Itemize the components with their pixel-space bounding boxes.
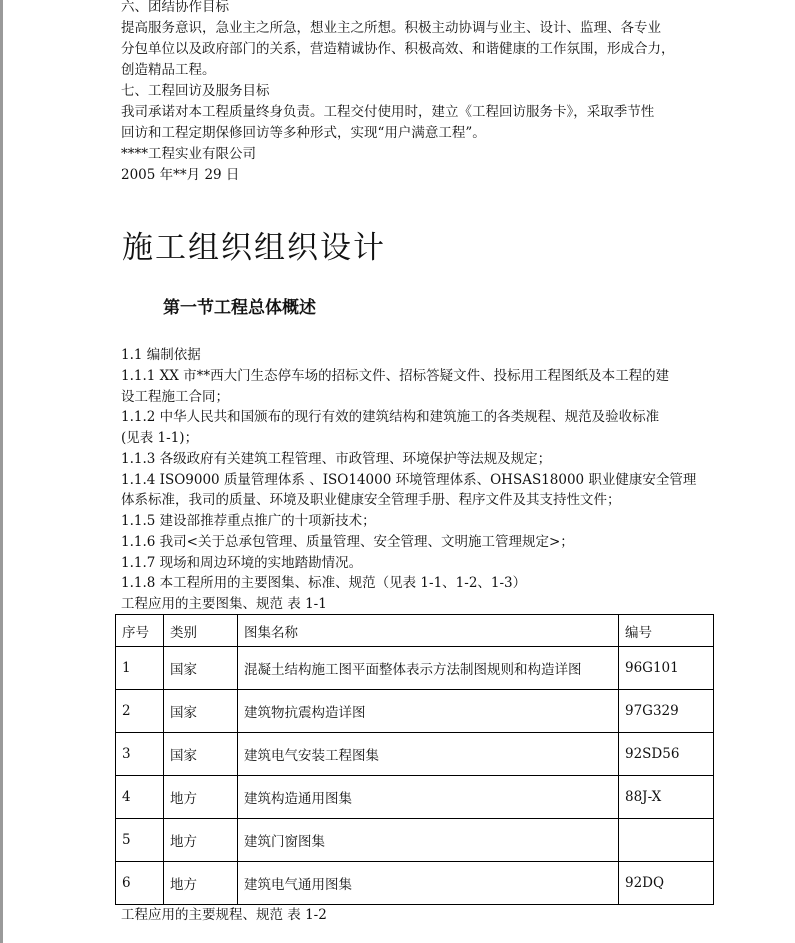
table-row <box>116 647 714 690</box>
basis-item-line: (见表 1-1)； <box>121 430 199 446</box>
basis-item-line: 1.1.2 中华人民共和国颁布的现行有效的建筑结构和建筑施工的各类规程、规范及验收标准 <box>121 409 660 425</box>
cell-code: 92DQ <box>619 862 714 905</box>
cell-category: 国家 <box>164 647 238 690</box>
table-row <box>116 862 714 905</box>
cell-no: 4 <box>116 776 164 819</box>
basis-item-line: 1.1.7 现场和周边环境的实地踏勘情况。 <box>121 555 363 571</box>
document-title: 施工组织组织设计 <box>122 230 386 266</box>
cell-atlas-name: 混凝土结构施工图平面整体表示方法制图规则和构造详图 <box>238 647 619 690</box>
header-cell-category: 类别 <box>164 615 238 647</box>
table1-caption: 工程应用的主要图集、规范 表 1-1 <box>121 596 327 612</box>
basis-item-line: 1.1.8 本工程所用的主要图集、标准、规范（见表 1-1、1-2、1-3） <box>121 575 527 591</box>
cell-code <box>619 819 714 862</box>
cell-atlas-name: 建筑电气安装工程图集 <box>238 733 619 776</box>
cell-atlas-name: 建筑物抗震构造详图 <box>238 690 619 733</box>
cell-code: 97G329 <box>619 690 714 733</box>
section7-body-line: 回访和工程定期保修回访等多种形式，实现“用户满意工程”。 <box>121 125 486 141</box>
cell-no: 5 <box>116 819 164 862</box>
section6-body-line: 提高服务意识，急业主之所急，想业主之所想。积极主动协调与业主、设计、监理、各专业 <box>121 20 661 36</box>
table-row <box>116 776 714 819</box>
section7-body-line: 我司承诺对本工程质量终身负责。工程交付使用时，建立《工程回访服务卡》，采取季节性 <box>121 104 655 120</box>
company-signature: ****工程实业有限公司 <box>121 146 256 162</box>
cell-code: 96G101 <box>619 647 714 690</box>
cell-no: 1 <box>116 647 164 690</box>
basis-item-line: 1.1.6 我司<关于总承包管理、质量管理、安全管理、文明施工管理规定>； <box>121 534 574 550</box>
cell-category: 国家 <box>164 733 238 776</box>
cell-atlas-name: 建筑构造通用图集 <box>238 776 619 819</box>
basis-item-line: 1.1.5 建设部推荐重点推广的十项新技术； <box>121 513 376 529</box>
standards-table <box>115 614 714 905</box>
section6-heading: 六、团结协作目标 <box>121 0 229 15</box>
section7-heading: 七、工程回访及服务目标 <box>121 83 270 99</box>
cell-no: 3 <box>116 733 164 776</box>
header-cell-atlas-name: 图集名称 <box>238 615 619 647</box>
cell-code: 88J-X <box>619 776 714 819</box>
cell-no: 6 <box>116 862 164 905</box>
cell-category: 地方 <box>164 819 238 862</box>
page-left-edge <box>0 0 3 943</box>
cell-atlas-name: 建筑电气通用图集 <box>238 862 619 905</box>
table-row <box>116 733 714 776</box>
table-row <box>116 690 714 733</box>
cell-category: 国家 <box>164 690 238 733</box>
section6-body-line: 创造精品工程。 <box>121 62 216 78</box>
table-header-row <box>116 615 714 647</box>
table2-caption: 工程应用的主要规程、规范 表 1-2 <box>121 907 327 923</box>
signature-date: 2005 年**月 29 日 <box>121 167 240 183</box>
cell-no: 2 <box>116 690 164 733</box>
basis-item-line: 1.1.1 XX 市**西大门生态停车场的招标文件、招标答疑文件、投标用工程图纸及本工程的建 <box>121 368 670 384</box>
cell-category: 地方 <box>164 862 238 905</box>
header-cell-no: 序号 <box>116 615 164 647</box>
cell-category: 地方 <box>164 776 238 819</box>
basis-item-line: 1.1.4 ISO9000 质量管理体系 、ISO14000 环境管理体系、OHSAS18000 职业健康安全管理 <box>121 472 697 488</box>
table-row <box>116 819 714 862</box>
cell-atlas-name: 建筑门窗图集 <box>238 819 619 862</box>
basis-item-line: 设工程施工合同； <box>121 389 229 405</box>
section-title: 第一节工程总体概述 <box>163 298 316 318</box>
basis-heading: 1.1 编制依据 <box>121 347 201 363</box>
header-cell-code: 编号 <box>619 615 714 647</box>
basis-item-line: 体系标准，我司的质量、环境及职业健康安全管理手册、程序文件及其支持性文件； <box>121 492 621 508</box>
basis-item-line: 1.1.3 各级政府有关建筑工程管理、市政管理、环境保护等法规及规定； <box>121 451 552 467</box>
cell-code: 92SD56 <box>619 733 714 776</box>
section6-body-line: 分包单位以及政府部门的关系，营造精诚协作、积极高效、和谐健康的工作氛围，形成合力， <box>121 41 675 57</box>
